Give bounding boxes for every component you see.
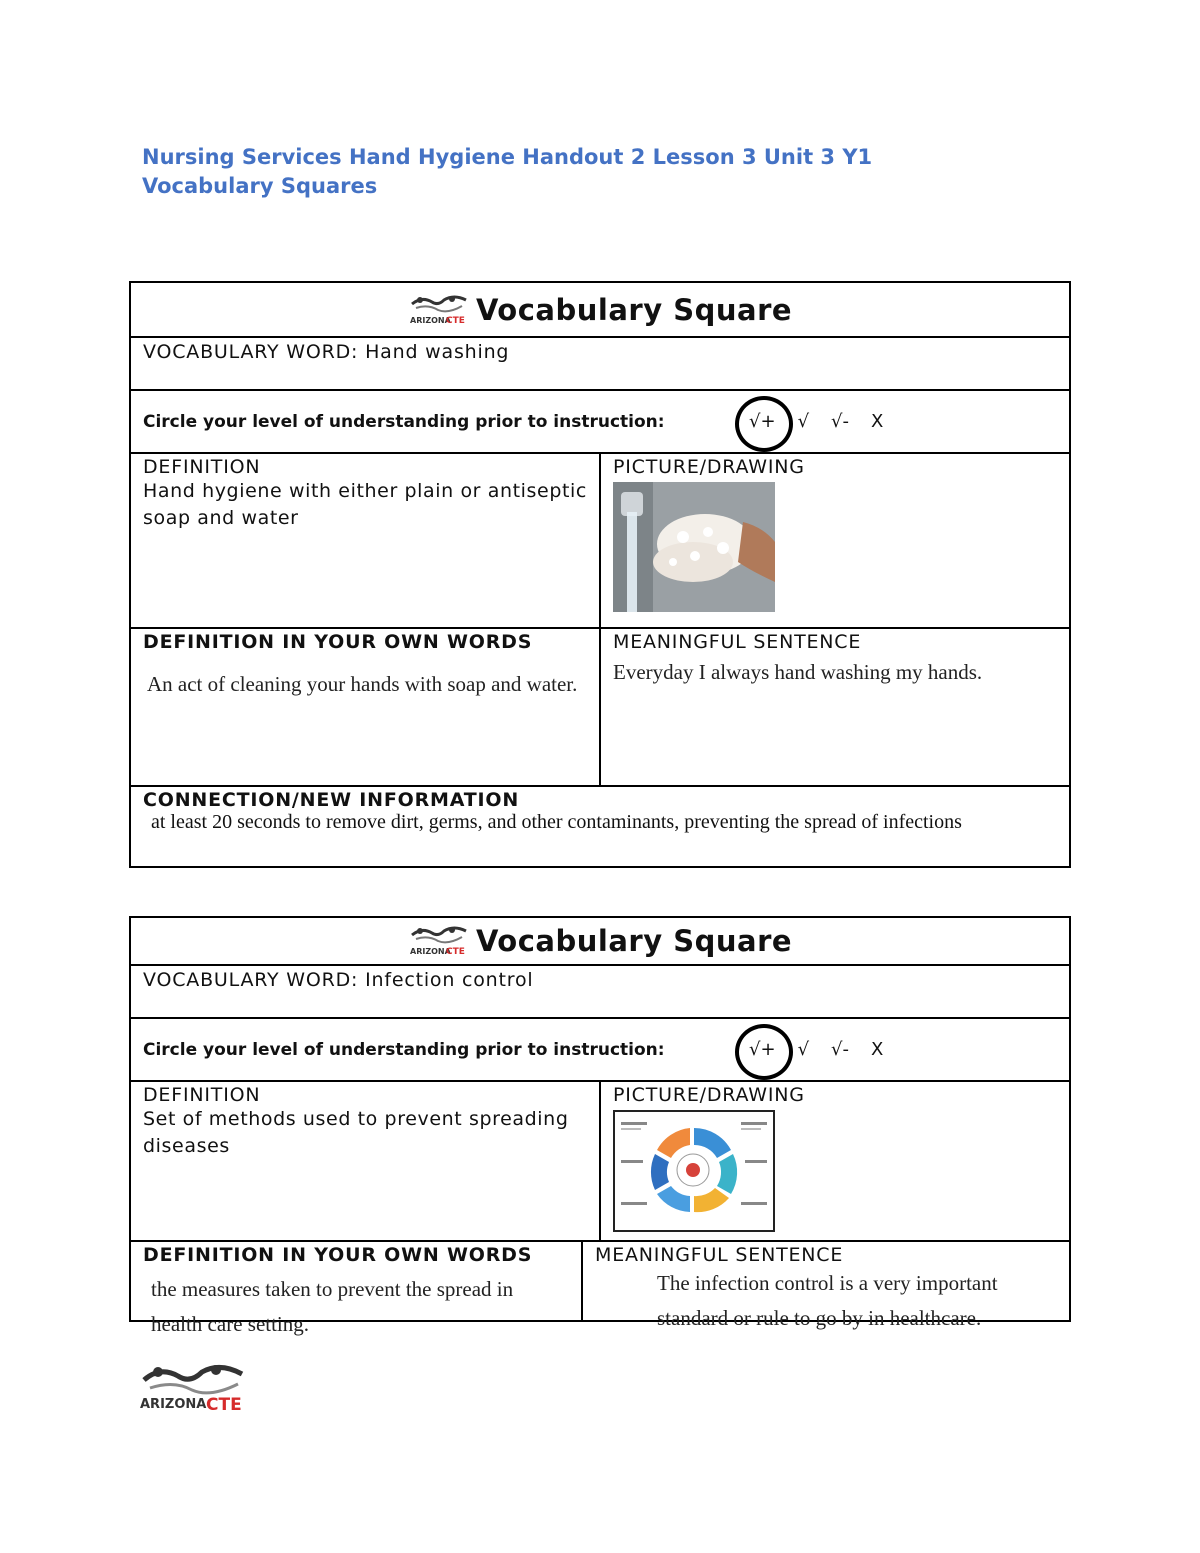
own-words-cell <box>131 629 601 785</box>
level-check-plus[interactable]: √+ <box>749 411 776 432</box>
title-line-2: Vocabulary Squares <box>142 174 378 198</box>
logo-text-accent: CTE <box>445 315 465 326</box>
own-words-label: DEFINITION IN YOUR OWN WORDS <box>143 631 533 653</box>
sentence-cell <box>601 629 1069 785</box>
level-check-minus[interactable]: √- <box>831 411 850 432</box>
logo-text-accent: CTE <box>445 947 465 957</box>
connection-text: at least 20 seconds to remove dirt, germs, and other contaminants, preventing the spread of infections <box>151 811 962 833</box>
picture-label: PICTURE/DRAWING <box>613 456 805 478</box>
vocabulary-word-value: Infection control <box>365 969 534 991</box>
level-check-minus[interactable]: √- <box>831 1039 850 1060</box>
picture-label: PICTURE/DRAWING <box>613 1084 805 1106</box>
sentence-label: MEANINGFUL SENTENCE <box>613 631 862 653</box>
level-check-plus[interactable]: √+ <box>749 1039 776 1060</box>
picture-cell <box>601 1082 1069 1240</box>
connection-label: CONNECTION/NEW INFORMATION <box>143 789 520 811</box>
definition-picture-row <box>131 1082 1069 1242</box>
card-header <box>131 918 1069 966</box>
hand-washing-photo-icon <box>613 482 775 612</box>
vocabulary-card-1 <box>129 281 1071 868</box>
understanding-levels <box>743 1019 905 1080</box>
definition-label: DEFINITION <box>143 1084 261 1106</box>
sentence-text: The infection control is a very important standard or rule to go by in healthcare. <box>657 1271 998 1330</box>
understanding-row <box>131 1019 1069 1082</box>
understanding-label: Circle your level of understanding prior to instruction: <box>143 411 665 432</box>
level-check[interactable]: √ <box>797 411 810 432</box>
card-header-title: Vocabulary Square <box>475 924 793 958</box>
document-title <box>142 143 872 201</box>
own-words-cell <box>131 1242 583 1336</box>
own-words-text: the measures taken to prevent the spread in health care setting. <box>151 1277 514 1336</box>
sentence-cell <box>583 1242 1069 1330</box>
understanding-row <box>131 391 1069 454</box>
vocabulary-word-value: Hand washing <box>365 341 510 363</box>
sentence-label: MEANINGFUL SENTENCE <box>595 1244 844 1266</box>
card-header <box>131 283 1069 338</box>
footer-logo-text-accent: CTE <box>206 1395 242 1414</box>
connection-row <box>131 787 1069 866</box>
logo-text-main: ARIZONA <box>409 315 451 325</box>
own-words-sentence-row <box>131 1242 1069 1336</box>
definition-picture-row <box>131 454 1069 629</box>
picture-cell <box>601 454 1069 627</box>
arizona-cte-footer-logo-icon <box>138 1362 250 1414</box>
level-x[interactable]: X <box>871 411 884 432</box>
arizona-cte-logo-icon <box>408 925 470 957</box>
definition-cell <box>131 454 601 627</box>
vocabulary-word-label: VOCABULARY WORD: <box>143 969 359 991</box>
level-x[interactable]: X <box>871 1039 884 1060</box>
logo-text-main: ARIZONA <box>409 947 451 956</box>
vocabulary-word-row <box>131 338 1069 391</box>
definition-label: DEFINITION <box>143 456 261 478</box>
title-line-1: Nursing Services Hand Hygiene Handout 2 Lesson 3 Unit 3 Y1 <box>142 145 873 169</box>
sentence-text: Everyday I always hand washing my hands. <box>613 660 983 684</box>
own-words-label: DEFINITION IN YOUR OWN WORDS <box>143 1244 533 1266</box>
arizona-cte-logo-icon <box>408 294 470 326</box>
footer-logo-text-main: ARIZONA <box>140 1397 207 1412</box>
level-check[interactable]: √ <box>797 1039 810 1060</box>
understanding-label: Circle your level of understanding prior to instruction: <box>143 1039 665 1060</box>
vocabulary-word-label: VOCABULARY WORD: <box>143 341 359 363</box>
card-header-title: Vocabulary Square <box>475 292 793 327</box>
vocabulary-word-row <box>131 966 1069 1019</box>
infection-chain-diagram-icon <box>613 1110 775 1232</box>
definition-text: Set of methods used to prevent spreading diseases <box>143 1108 569 1157</box>
understanding-levels <box>743 391 905 452</box>
vocabulary-card-2 <box>129 916 1071 1336</box>
definition-cell <box>131 1082 601 1240</box>
own-words-sentence-row <box>131 629 1069 787</box>
own-words-text: An act of cleaning your hands with soap and water. <box>147 672 578 696</box>
definition-text: Hand hygiene with either plain or antiseptic soap and water <box>143 480 587 529</box>
